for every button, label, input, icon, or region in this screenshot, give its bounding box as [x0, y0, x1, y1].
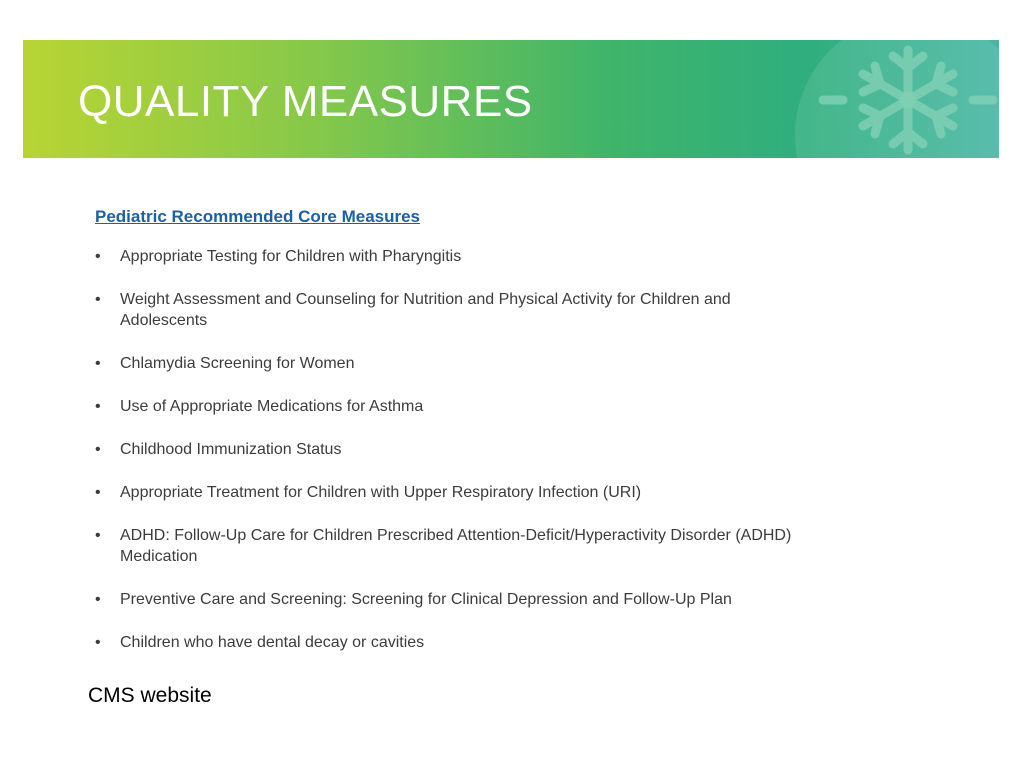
measure-text: Chlamydia Screening for Women	[120, 355, 355, 372]
bullet-icon: •	[95, 527, 101, 544]
source-caption: CMS website	[88, 684, 212, 707]
measure-text: Use of Appropriate Medications for Asthma	[120, 398, 424, 415]
list-item	[95, 439, 855, 460]
measure-list	[95, 246, 855, 675]
bullet-icon: •	[95, 484, 101, 501]
bullet-icon: •	[95, 248, 101, 265]
measure-text: ADHD: Follow-Up Care for Children Prescribed Attention-Deficit/Hyperactivity Disorder (ADHD) Medication	[120, 527, 792, 565]
measure-text: Preventive Care and Screening: Screening for Clinical Depression and Follow-Up Plan	[120, 591, 732, 608]
list-item	[95, 246, 855, 267]
list-item	[95, 353, 855, 374]
bullet-icon: •	[95, 441, 101, 458]
list-item	[95, 632, 855, 653]
list-item	[95, 396, 855, 417]
title-banner	[23, 40, 999, 158]
bullet-icon: •	[95, 591, 101, 608]
measure-text: Appropriate Treatment for Children with Upper Respiratory Infection (URI)	[120, 484, 642, 501]
bullet-icon: •	[95, 291, 101, 308]
list-item	[95, 589, 855, 610]
measure-text: Appropriate Testing for Children with Pharyngitis	[120, 248, 462, 265]
bullet-icon: •	[95, 398, 101, 415]
snowflake-leaf-ornament-icon	[813, 44, 999, 156]
list-item	[95, 289, 855, 331]
section-heading: Pediatric Recommended Core Measures	[95, 207, 421, 226]
bullet-icon: •	[95, 355, 101, 372]
measure-text: Children who have dental decay or cavities	[120, 634, 425, 651]
bullet-icon: •	[95, 634, 101, 651]
measure-text: Weight Assessment and Counseling for Nutrition and Physical Activity for Children and Adolescents	[120, 291, 731, 329]
page-title: QUALITY MEASURES	[78, 77, 533, 126]
list-item	[95, 482, 855, 503]
measure-text: Childhood Immunization Status	[120, 441, 342, 458]
list-item	[95, 525, 855, 567]
